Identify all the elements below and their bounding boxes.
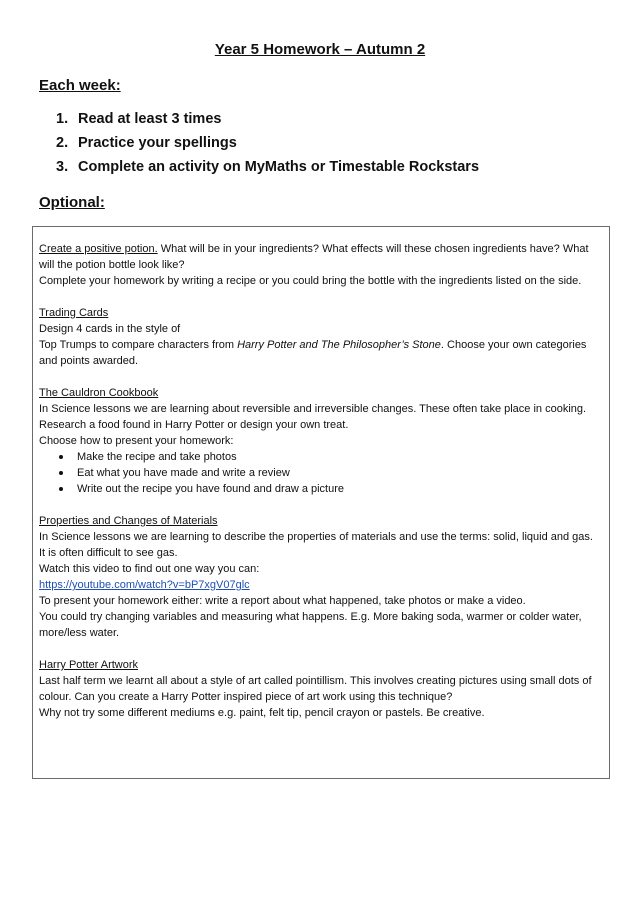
section-text: Choose how to present your homework: <box>39 435 234 447</box>
section-text: Research a food found in Harry Potter or design your own treat. <box>39 419 349 431</box>
section-title: Harry Potter Artwork <box>39 659 139 671</box>
list-item <box>56 108 479 132</box>
list-item: Make the recipe and take photos <box>59 449 601 465</box>
potion-section <box>39 241 601 289</box>
trading-cards-section <box>39 305 601 369</box>
list-item <box>56 156 479 180</box>
section-text: Watch this video to find out one way you can: <box>39 563 260 575</box>
section-text: In Science lessons we are learning about reversible and irreversible changes. These often take place in cooking. <box>39 403 587 415</box>
section-text: Complete your homework by writing a recipe or you could bring the bottle with the ingredients listed on the side. <box>39 275 582 287</box>
list-number: 2. <box>56 135 69 151</box>
materials-section <box>39 513 601 641</box>
section-text: What will be in your ingredients? What effects will these chosen ingredients have? What will the potion bottle look like? <box>39 243 589 271</box>
list-item-text: Practice your spellings <box>78 135 237 151</box>
list-item: Eat what you have made and write a review <box>59 465 601 481</box>
section-title: Properties and Changes of Materials <box>39 515 218 527</box>
weekly-task-list <box>56 108 479 180</box>
list-number: 1. <box>56 111 69 127</box>
list-number: 3. <box>56 159 69 175</box>
section-text: Top Trumps to compare characters from <box>39 339 238 351</box>
page-title: Year 5 Homework – Autumn 2 <box>214 41 426 58</box>
optional-heading: Optional: <box>39 194 105 211</box>
section-title: The Cauldron Cookbook <box>39 387 159 399</box>
list-item-text: Read at least 3 times <box>78 111 222 127</box>
each-week-heading: Each week: <box>39 77 121 94</box>
section-text: You could try changing variables and measuring what happens. E.g. More baking soda, warmer or colder water, more/less water. <box>39 611 582 639</box>
list-item: Write out the recipe you have found and draw a picture <box>59 481 601 497</box>
artwork-section <box>39 657 601 721</box>
optional-activities-box <box>32 226 610 779</box>
list-item-text: Complete an activity on MyMaths or Timestable Rockstars <box>78 159 480 175</box>
youtube-video-link[interactable]: https://youtube.com/watch?v=bP7xgV07glc <box>39 579 250 591</box>
section-title: Create a positive potion. <box>39 243 158 255</box>
presentation-options-list <box>39 449 601 497</box>
section-text: To present your homework either: write a report about what happened, take photos or make a video. <box>39 595 526 607</box>
section-text: Design 4 cards in the style of <box>39 323 181 335</box>
book-title: Harry Potter and The Philosopher’s Stone <box>237 339 441 351</box>
section-text: In Science lessons we are learning to describe the properties of materials and use the terms: solid, liquid and gas. It is often difficult to see gas. <box>39 531 593 559</box>
cauldron-cookbook-section <box>39 385 601 497</box>
section-text: . Choose your own categories and points awarded. <box>39 339 587 367</box>
section-text: Why not try some different mediums e.g. paint, felt tip, pencil crayon or pastels. Be creative. <box>39 707 485 719</box>
list-item <box>56 132 479 156</box>
section-title: Trading Cards <box>39 307 109 319</box>
section-text: Last half term we learnt all about a style of art called pointillism. This involves creating pictures using small dots of colour. Can you create a Harry Potter inspired piece of art work using this technique? <box>39 675 592 703</box>
